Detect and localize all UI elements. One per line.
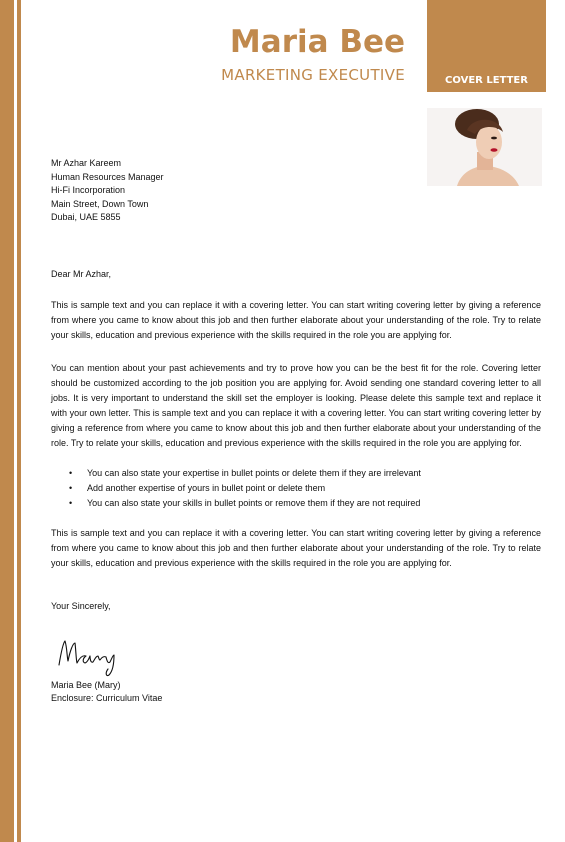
cover-letter-label: COVER LETTER [445, 75, 528, 86]
paragraph-1: This is sample text and you can replace it with a covering letter. You can start writing covering letter by giving a reference from where you came to know about this job and then further elaborate about your understanding of the role. Try to relate your skills, education and previous experience with the skills required in the role you are applying for. [51, 299, 541, 340]
recipient-city: Dubai, UAE 5855 [51, 212, 121, 223]
expertise-list [51, 466, 541, 511]
list-item: • Add another expertise of yours in bullet point or delete them [87, 481, 541, 496]
handwritten-signature [55, 631, 541, 679]
bullet-icon: • [69, 482, 73, 493]
left-accent-stripe [0, 0, 14, 842]
paragraph-2: You can mention about your past achievements and try to prove how you can be the best fit for the role. Covering letter should be customized according to the job position you are applying for. Avoid sending one standard covering letter to all jobs. It is very important to understand the skill set the employer is looking. Please delete this sample text and replace it with your own letter. This is sample text and you can replace it with a covering letter. You can start writing covering letter by giving a reference from where you came to know about this job and then further elaborate about your understanding of the role. Try to relate your skills, education and previous experience with the skills required in the role you are applying for. [51, 362, 541, 448]
recipient-address [51, 157, 541, 225]
list-item: • You can also state your skills in bullet points or remove them if they are not required [87, 496, 541, 511]
left-accent-line [17, 0, 21, 842]
applicant-job-title: MARKETING EXECUTIVE [221, 66, 405, 84]
recipient-street: Main Street, Down Town [51, 198, 149, 209]
paragraph-3: This is sample text and you can replace it with a covering letter. You can start writing covering letter by giving a reference from where you came to know about this job and then further elaborate about your understanding of the role. Try to relate your skills, education and previous experience with the skills required in the role you are applying for. [51, 527, 541, 568]
bullet-icon: • [69, 467, 73, 478]
bullet-icon: • [69, 497, 73, 508]
closing: Your Sincerely, [51, 600, 111, 611]
enclosure: Enclosure: Curriculum Vitae [51, 692, 163, 703]
applicant-name: Maria Bee [229, 24, 405, 60]
signer-name: Maria Bee (Mary) [51, 679, 121, 690]
recipient-name: Mr Azhar Kareem [51, 158, 122, 168]
cover-letter-header-box [427, 0, 546, 92]
recipient-title: Human Resources Manager [51, 171, 164, 182]
salutation: Dear Mr Azhar, [51, 268, 112, 279]
list-item: • You can also state your expertise in bullet points or delete them if they are irrelevant [87, 466, 541, 481]
letter-body [51, 157, 541, 705]
recipient-company: Hi-Fi Incorporation [51, 185, 126, 196]
